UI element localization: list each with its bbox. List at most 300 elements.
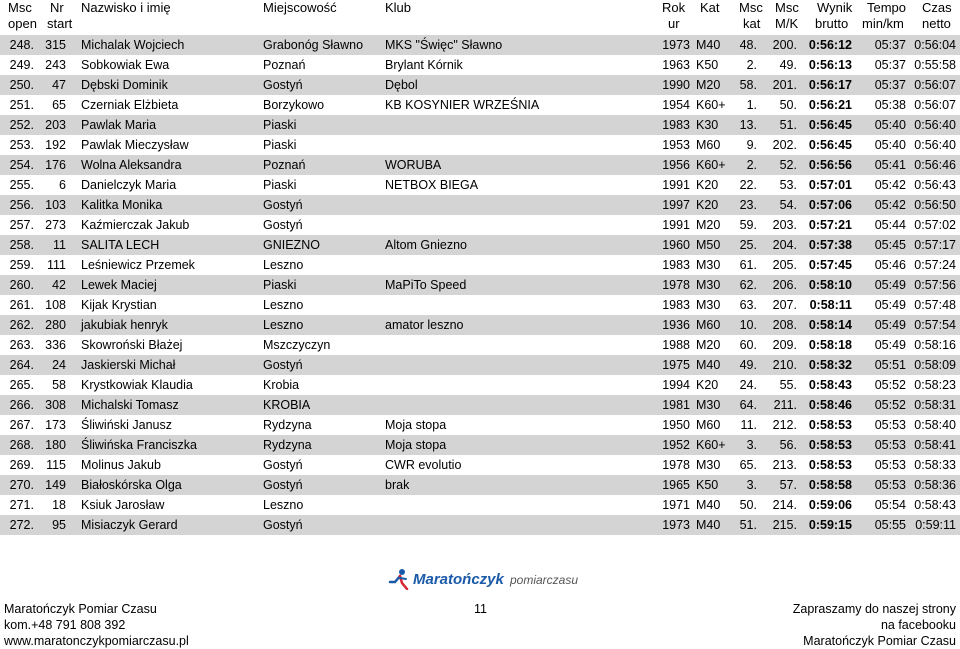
cell-mk-pos: 212. [772, 418, 797, 432]
cell-mk-pos: 50. [779, 98, 797, 112]
cell-net-time: 0:56:43 [914, 178, 956, 192]
table-header [0, 0, 960, 34]
cell-year: 1988 [662, 338, 690, 352]
cell-position: 260. [9, 278, 34, 292]
runner-logo-icon [387, 568, 411, 590]
cell-year: 1994 [662, 378, 690, 392]
cell-start-nr: 111 [46, 258, 66, 272]
cell-cat-pos: 24. [739, 378, 757, 392]
cell-year: 1981 [662, 398, 690, 412]
cell-gross-time: 0:58:53 [808, 458, 852, 472]
cell-year: 1950 [662, 418, 690, 432]
cell-start-nr: 58 [52, 378, 66, 392]
cell-year: 1983 [662, 118, 690, 132]
header-czas: Czas [922, 0, 952, 15]
cell-mk-pos: 56. [779, 438, 797, 452]
cell-year: 1956 [662, 158, 690, 172]
cell-city: Leszno [263, 498, 304, 512]
cell-net-time: 0:56:40 [914, 138, 956, 152]
cell-cat-pos: 61. [739, 258, 757, 272]
cell-category: M60 [696, 138, 721, 152]
cell-pace: 05:38 [874, 98, 906, 112]
cell-start-nr: 95 [52, 518, 66, 532]
header-mk: M/K [775, 16, 799, 31]
cell-city: Gostyń [263, 518, 303, 532]
cell-year: 1936 [662, 318, 690, 332]
cell-name: Sobkowiak Ewa [81, 58, 170, 72]
cell-category: M30 [696, 458, 721, 472]
cell-mk-pos: 203. [772, 218, 797, 232]
cell-cat-pos: 11. [740, 418, 757, 432]
cell-position: 259. [9, 258, 34, 272]
cell-name: Kalitka Monika [81, 198, 163, 212]
cell-start-nr: 273 [45, 218, 66, 232]
cell-position: 268. [9, 438, 34, 452]
cell-gross-time: 0:57:45 [808, 258, 852, 272]
cell-gross-time: 0:58:43 [808, 378, 852, 392]
cell-mk-pos: 210. [772, 358, 797, 372]
header-msc-kat: Msc [739, 0, 763, 15]
cell-cat-pos: 3. [746, 438, 757, 452]
cell-name: Michalak Wojciech [81, 38, 185, 52]
cell-city: Krobia [263, 378, 300, 392]
cell-position: 271. [9, 498, 34, 512]
table-row [0, 115, 960, 135]
cell-name: Kijak Krystian [81, 298, 157, 312]
cell-cat-pos: 63. [739, 298, 757, 312]
cell-category: M40 [696, 358, 721, 372]
cell-mk-pos: 57. [779, 478, 797, 492]
cell-category: M40 [696, 518, 721, 532]
cell-pace: 05:37 [874, 78, 906, 92]
cell-mk-pos: 202. [772, 138, 797, 152]
cell-city: Poznań [263, 58, 306, 72]
cell-city: Piaski [263, 178, 297, 192]
cell-pace: 05:40 [874, 138, 906, 152]
cell-category: K60+ [696, 438, 726, 452]
maratonczyk-logo [383, 567, 583, 593]
cell-club: Dębol [385, 78, 418, 92]
cell-city: Poznań [263, 158, 306, 172]
cell-mk-pos: 207. [772, 298, 797, 312]
header-msc: Msc [8, 0, 32, 15]
cell-year: 1983 [662, 258, 690, 272]
cell-cat-pos: 58. [739, 78, 757, 92]
cell-pace: 05:37 [874, 58, 906, 72]
header-name: Nazwisko i imię [81, 0, 171, 15]
cell-start-nr: 315 [45, 38, 66, 52]
cell-mk-pos: 201. [772, 78, 797, 92]
cell-net-time: 0:56:04 [914, 38, 956, 52]
cell-cat-pos: 25. [739, 238, 757, 252]
table-row [0, 155, 960, 175]
cell-year: 1963 [662, 58, 690, 72]
cell-city: Gostyń [263, 198, 303, 212]
cell-position: 270. [9, 478, 34, 492]
footer-company-right: Maratończyk Pomiar Czasu [803, 634, 956, 648]
cell-mk-pos: 214. [772, 498, 797, 512]
cell-year: 1973 [662, 38, 690, 52]
cell-mk-pos: 54. [779, 198, 797, 212]
cell-name: Białoskórska Olga [81, 478, 182, 492]
cell-pace: 05:53 [874, 418, 906, 432]
cell-name: Czerniak Elżbieta [81, 98, 179, 112]
cell-position: 256. [9, 198, 34, 212]
cell-gross-time: 0:57:21 [808, 218, 852, 232]
cell-year: 1965 [662, 478, 690, 492]
cell-start-nr: 336 [45, 338, 66, 352]
cell-category: M40 [696, 38, 721, 52]
footer-phone: kom.+48 791 808 392 [4, 618, 126, 632]
cell-city: Gostyń [263, 458, 303, 472]
cell-club: amator leszno [385, 318, 464, 332]
cell-net-time: 0:56:07 [914, 98, 956, 112]
cell-net-time: 0:58:16 [914, 338, 956, 352]
cell-cat-pos: 13. [739, 118, 757, 132]
cell-gross-time: 0:58:10 [808, 278, 852, 292]
cell-year: 1971 [662, 498, 690, 512]
footer-page-number: 11 [474, 602, 487, 616]
cell-pace: 05:41 [874, 158, 906, 172]
cell-city: Leszno [263, 318, 304, 332]
cell-net-time: 0:58:43 [914, 498, 956, 512]
cell-position: 253. [9, 138, 34, 152]
cell-pace: 05:49 [874, 318, 906, 332]
cell-cat-pos: 10. [739, 318, 757, 332]
cell-position: 267. [9, 418, 34, 432]
cell-city: Grabonóg Sławno [263, 38, 364, 52]
cell-start-nr: 176 [45, 158, 66, 172]
cell-pace: 05:40 [874, 118, 906, 132]
cell-club: Moja stopa [385, 418, 447, 432]
cell-cat-pos: 48. [739, 38, 757, 52]
cell-city: Piaski [263, 138, 297, 152]
cell-city: Gostyń [263, 358, 303, 372]
cell-net-time: 0:56:50 [914, 198, 956, 212]
cell-mk-pos: 213. [772, 458, 797, 472]
cell-name: Krystkowiak Klaudia [81, 378, 193, 392]
header-kat: Kat [700, 0, 720, 15]
cell-category: K20 [696, 198, 719, 212]
cell-pace: 05:53 [874, 478, 906, 492]
cell-start-nr: 108 [45, 298, 66, 312]
header-wynik: Wynik [817, 0, 853, 15]
cell-cat-pos: 23. [739, 198, 757, 212]
cell-start-nr: 173 [45, 418, 66, 432]
cell-pace: 05:49 [874, 278, 906, 292]
cell-position: 265. [9, 378, 34, 392]
cell-year: 1991 [662, 178, 690, 192]
cell-year: 1990 [662, 78, 690, 92]
cell-start-nr: 18 [52, 498, 66, 512]
table-row [0, 235, 960, 255]
cell-name: Misiaczyk Gerard [81, 518, 178, 532]
cell-start-nr: 65 [52, 98, 66, 112]
cell-club: MaPiTo Speed [385, 278, 467, 292]
cell-start-nr: 192 [45, 138, 66, 152]
cell-city: Leszno [263, 298, 304, 312]
cell-mk-pos: 52. [779, 158, 797, 172]
footer-invite: Zapraszamy do naszej strony [792, 602, 956, 616]
header-ur: ur [668, 16, 680, 31]
cell-year: 1960 [662, 238, 690, 252]
cell-cat-pos: 22. [739, 178, 757, 192]
cell-city: Rydzyna [263, 438, 312, 452]
cell-gross-time: 0:59:06 [808, 498, 852, 512]
footer-facebook[interactable]: na facebooku [880, 618, 956, 632]
cell-category: M40 [696, 498, 721, 512]
cell-position: 258. [9, 238, 34, 252]
table-row [0, 195, 960, 215]
header-club: Klub [385, 0, 412, 15]
footer-website[interactable]: www.maratonczykpomiarczasu.pl [4, 634, 189, 648]
cell-net-time: 0:56:07 [914, 78, 956, 92]
cell-name: Danielczyk Maria [81, 178, 177, 192]
cell-gross-time: 0:56:45 [808, 118, 852, 132]
cell-club: KB KOSYNIER WRZEŚNIA [385, 98, 540, 112]
cell-net-time: 0:58:33 [914, 458, 956, 472]
cell-name: Dębski Dominik [81, 78, 168, 92]
cell-category: K50 [696, 478, 719, 492]
cell-category: K20 [696, 378, 719, 392]
cell-club: Brylant Kórnik [385, 58, 463, 72]
cell-city: Piaski [263, 118, 297, 132]
cell-position: 269. [9, 458, 34, 472]
cell-net-time: 0:58:23 [914, 378, 956, 392]
table-row [0, 355, 960, 375]
cell-category: K60+ [696, 98, 726, 112]
cell-gross-time: 0:58:46 [808, 398, 852, 412]
cell-start-nr: 308 [45, 398, 66, 412]
cell-pace: 05:45 [874, 238, 906, 252]
cell-name: Śliwiński Janusz [81, 418, 173, 432]
cell-pace: 05:42 [874, 178, 906, 192]
cell-pace: 05:52 [874, 378, 906, 392]
cell-year: 1997 [662, 198, 690, 212]
cell-net-time: 0:56:46 [914, 158, 956, 172]
table-row [0, 335, 960, 355]
header-minkm: min/km [862, 16, 904, 31]
cell-year: 1973 [662, 518, 690, 532]
table-row [0, 415, 960, 435]
cell-category: K20 [696, 178, 719, 192]
cell-year: 1983 [662, 298, 690, 312]
table-row [0, 435, 960, 455]
cell-city: GNIEZNO [263, 238, 320, 252]
cell-cat-pos: 50. [739, 498, 757, 512]
table-row [0, 35, 960, 55]
cell-name: Michalski Tomasz [81, 398, 179, 412]
cell-pace: 05:37 [874, 38, 906, 52]
table-row [0, 515, 960, 535]
cell-city: Mszczyczyn [263, 338, 331, 352]
cell-start-nr: 42 [52, 278, 66, 292]
cell-start-nr: 11 [53, 238, 66, 252]
cell-pace: 05:53 [874, 458, 906, 472]
header-msc-mk: Msc [775, 0, 799, 15]
cell-name: Lewek Maciej [81, 278, 157, 292]
cell-start-nr: 180 [45, 438, 66, 452]
cell-mk-pos: 51. [779, 118, 797, 132]
header-nr: Nr [50, 0, 64, 15]
cell-cat-pos: 51. [739, 518, 757, 532]
cell-city: Piaski [263, 278, 297, 292]
cell-net-time: 0:56:40 [914, 118, 956, 132]
cell-net-time: 0:58:09 [914, 358, 956, 372]
cell-club: MKS "Święc" Sławno [385, 38, 503, 52]
cell-gross-time: 0:56:13 [808, 58, 852, 72]
cell-start-nr: 103 [45, 198, 66, 212]
cell-net-time: 0:57:56 [914, 278, 956, 292]
cell-gross-time: 0:56:17 [808, 78, 852, 92]
cell-city: KROBIA [263, 398, 311, 412]
logo-brand: Maratończyk [413, 571, 504, 588]
table-row [0, 395, 960, 415]
table-row [0, 475, 960, 495]
cell-category: M30 [696, 258, 721, 272]
cell-mk-pos: 49. [779, 58, 797, 72]
cell-category: M30 [696, 298, 721, 312]
header-start: start [47, 16, 73, 31]
table-row [0, 55, 960, 75]
cell-gross-time: 0:58:32 [808, 358, 852, 372]
cell-net-time: 0:58:40 [914, 418, 956, 432]
cell-net-time: 0:57:17 [914, 238, 956, 252]
cell-pace: 05:49 [874, 298, 906, 312]
cell-gross-time: 0:58:53 [808, 438, 852, 452]
cell-city: Gostyń [263, 478, 303, 492]
cell-cat-pos: 65. [739, 458, 757, 472]
cell-net-time: 0:57:48 [914, 298, 956, 312]
table-row [0, 135, 960, 155]
cell-position: 252. [9, 118, 34, 132]
cell-position: 250. [9, 78, 34, 92]
cell-category: K30 [696, 118, 719, 132]
table-row [0, 255, 960, 275]
cell-start-nr: 47 [52, 78, 66, 92]
cell-gross-time: 0:56:45 [808, 138, 852, 152]
cell-city: Borzykowo [263, 98, 325, 112]
cell-mk-pos: 208. [772, 318, 797, 332]
cell-position: 254. [9, 158, 34, 172]
cell-gross-time: 0:56:21 [808, 98, 852, 112]
cell-year: 1978 [662, 458, 690, 472]
cell-position: 255. [9, 178, 34, 192]
cell-cat-pos: 1. [746, 98, 757, 112]
cell-position: 257. [9, 218, 34, 232]
footer-company: Maratończyk Pomiar Czasu [4, 602, 157, 616]
table-row [0, 495, 960, 515]
cell-start-nr: 280 [45, 318, 66, 332]
table-row [0, 275, 960, 295]
table-row [0, 295, 960, 315]
cell-cat-pos: 2. [746, 158, 757, 172]
cell-start-nr: 203 [45, 118, 66, 132]
cell-city: Leszno [263, 258, 304, 272]
cell-mk-pos: 209. [772, 338, 797, 352]
cell-gross-time: 0:58:18 [808, 338, 852, 352]
cell-pace: 05:51 [874, 358, 906, 372]
cell-pace: 05:42 [874, 198, 906, 212]
cell-cat-pos: 64. [739, 398, 757, 412]
cell-name: Jaskierski Michał [81, 358, 176, 372]
cell-club: CWR evolutio [385, 458, 462, 472]
cell-year: 1954 [662, 98, 690, 112]
cell-start-nr: 6 [59, 178, 66, 192]
cell-mk-pos: 205. [772, 258, 797, 272]
cell-net-time: 0:58:41 [914, 438, 956, 452]
cell-mk-pos: 55. [779, 378, 797, 392]
cell-position: 266. [9, 398, 34, 412]
cell-pace: 05:53 [874, 438, 906, 452]
cell-category: M30 [696, 278, 721, 292]
cell-position: 272. [9, 518, 34, 532]
cell-cat-pos: 9. [746, 138, 757, 152]
cell-cat-pos: 3. [746, 478, 757, 492]
cell-mk-pos: 215. [772, 518, 797, 532]
cell-mk-pos: 204. [772, 238, 797, 252]
cell-pace: 05:55 [874, 518, 906, 532]
cell-year: 1953 [662, 138, 690, 152]
cell-name: Ksiuk Jarosław [81, 498, 165, 512]
cell-category: M60 [696, 418, 721, 432]
cell-net-time: 0:57:54 [914, 318, 956, 332]
cell-category: M30 [696, 398, 721, 412]
cell-start-nr: 115 [46, 458, 66, 472]
cell-pace: 05:54 [874, 498, 906, 512]
cell-net-time: 0:55:58 [914, 58, 956, 72]
cell-name: Pawlak Mieczysław [81, 138, 189, 152]
cell-name: Pawlak Maria [81, 118, 157, 132]
cell-position: 262. [9, 318, 34, 332]
cell-net-time: 0:59:11 [915, 518, 956, 532]
cell-gross-time: 0:56:12 [808, 38, 852, 52]
cell-category: K60+ [696, 158, 726, 172]
cell-year: 1952 [662, 438, 690, 452]
cell-mk-pos: 211. [773, 398, 797, 412]
table-row [0, 455, 960, 475]
cell-position: 263. [9, 338, 34, 352]
cell-start-nr: 149 [45, 478, 66, 492]
cell-net-time: 0:58:31 [914, 398, 956, 412]
cell-net-time: 0:57:24 [914, 258, 956, 272]
cell-name: Skowroński Błażej [81, 338, 183, 352]
cell-mk-pos: 200. [772, 38, 797, 52]
header-brutto: brutto [815, 16, 849, 31]
cell-cat-pos: 49. [739, 358, 757, 372]
cell-name: SALITA LECH [81, 238, 160, 252]
cell-name: Kaźmierczak Jakub [81, 218, 190, 232]
cell-category: M20 [696, 78, 721, 92]
cell-net-time: 0:58:36 [914, 478, 956, 492]
table-row [0, 75, 960, 95]
cell-pace: 05:49 [874, 338, 906, 352]
cell-gross-time: 0:57:06 [808, 198, 852, 212]
cell-mk-pos: 53. [779, 178, 797, 192]
header-open: open [8, 16, 37, 31]
header-kat2: kat [743, 16, 761, 31]
header-city: Miejscowość [263, 0, 337, 15]
table-row [0, 95, 960, 115]
cell-gross-time: 0:56:56 [808, 158, 852, 172]
cell-cat-pos: 60. [739, 338, 757, 352]
cell-city: Rydzyna [263, 418, 312, 432]
cell-category: M20 [696, 338, 721, 352]
table-row [0, 315, 960, 335]
header-tempo: Tempo [867, 0, 907, 15]
cell-start-nr: 24 [52, 358, 66, 372]
cell-gross-time: 0:57:01 [808, 178, 852, 192]
